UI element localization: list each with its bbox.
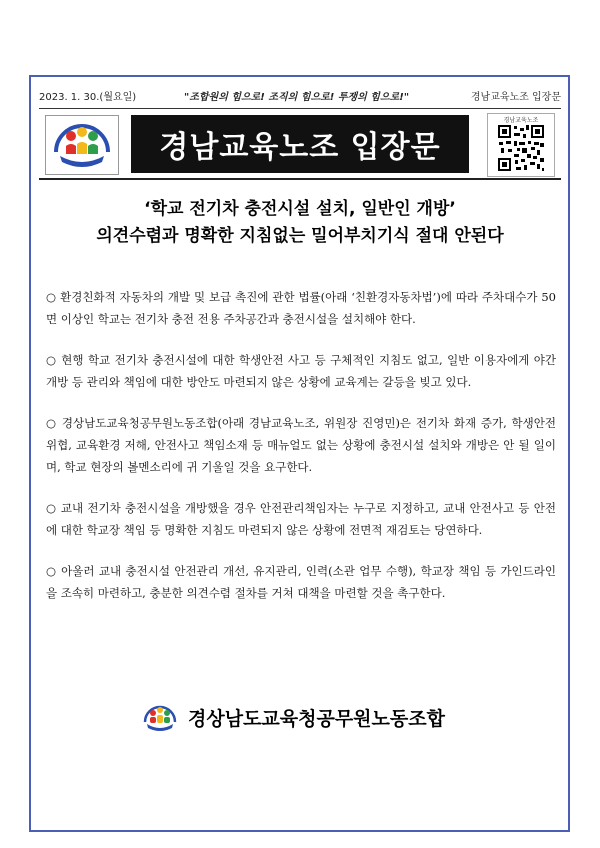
- paragraph: ○ 현행 학교 전기차 충전시설에 대한 학생안전 사고 등 구체적인 지침도 없고, 일반 이용자에게 야간 개방 등 관리와 책임에 대한 방안도 마련되지 않은 상황에 교육계는 갈등을 빚고 있다.: [46, 353, 556, 389]
- qr-caption: 경남교육노조: [503, 117, 539, 124]
- document-date: 2023. 1. 30.(월요일): [39, 92, 137, 103]
- header-divider: [39, 178, 561, 180]
- slogan: "조합원의 힘으로! 조직의 힘으로! 투쟁의 힘으로!": [184, 92, 410, 103]
- paragraph: ○ 환경친화적 자동차의 개발 및 보급 촉진에 관한 법률(아래 ‘친환경자동차법’)에 따라 주차대수가 50면 이상인 학교는 전기차 충전 전용 주차공간과 충전시설을 설치해야 한다.: [46, 290, 556, 326]
- statement-body: [46, 286, 556, 623]
- headline-line-1: ‘학교 전기차 충전시설 설치, 일반인 개방’: [144, 199, 456, 219]
- header: [39, 108, 561, 177]
- document-name: 경남교육노조 입장문: [470, 92, 561, 103]
- headline: [39, 196, 561, 250]
- paragraph: ○ 경상남도교육청공무원노동조합(아래 경남교육노조, 위원장 진영민)은 전기차 화재 증가, 학생안전 위협, 교육환경 저해, 안전사고 책임소재 등 매뉴얼도 없는 상황에 충전시설 설치와 개방은 안 될 일이며, 학교 현장의 볼멘소리에 귀 기울일 것을 요구한다.: [46, 416, 557, 474]
- meta-line: [39, 88, 561, 104]
- page-title: 경남교육노조 입장문: [131, 115, 469, 173]
- organization-name: 경상남도교육청공무원노동조합: [188, 708, 445, 730]
- qr-code-icon[interactable]: [487, 113, 555, 177]
- paragraph: ○ 교내 전기차 충전시설을 개방했을 경우 안전관리책임자는 누구로 지정하고, 교내 안전사고 등 안전에 대한 학교장 책임 등 명확한 지침도 마련되지 않은 상황에 전면적 재검토는 당연하다.: [46, 501, 556, 537]
- paragraph: ○ 아울러 교내 충전시설 안전관리 개선, 유지관리, 인력(소관 업무 수행), 학교장 책임 등 가인드라인을 조속히 마련하고, 충분한 의견수렴 절차를 거쳐 대책을 마련할 것을 촉구한다.: [46, 564, 556, 600]
- footer-signature: [142, 700, 482, 736]
- union-logo-icon: [142, 702, 178, 734]
- union-logo-icon: [45, 115, 119, 175]
- headline-line-2: 의견수렴과 명확한 지침없는 밀어부치기식 절대 안된다: [96, 226, 504, 246]
